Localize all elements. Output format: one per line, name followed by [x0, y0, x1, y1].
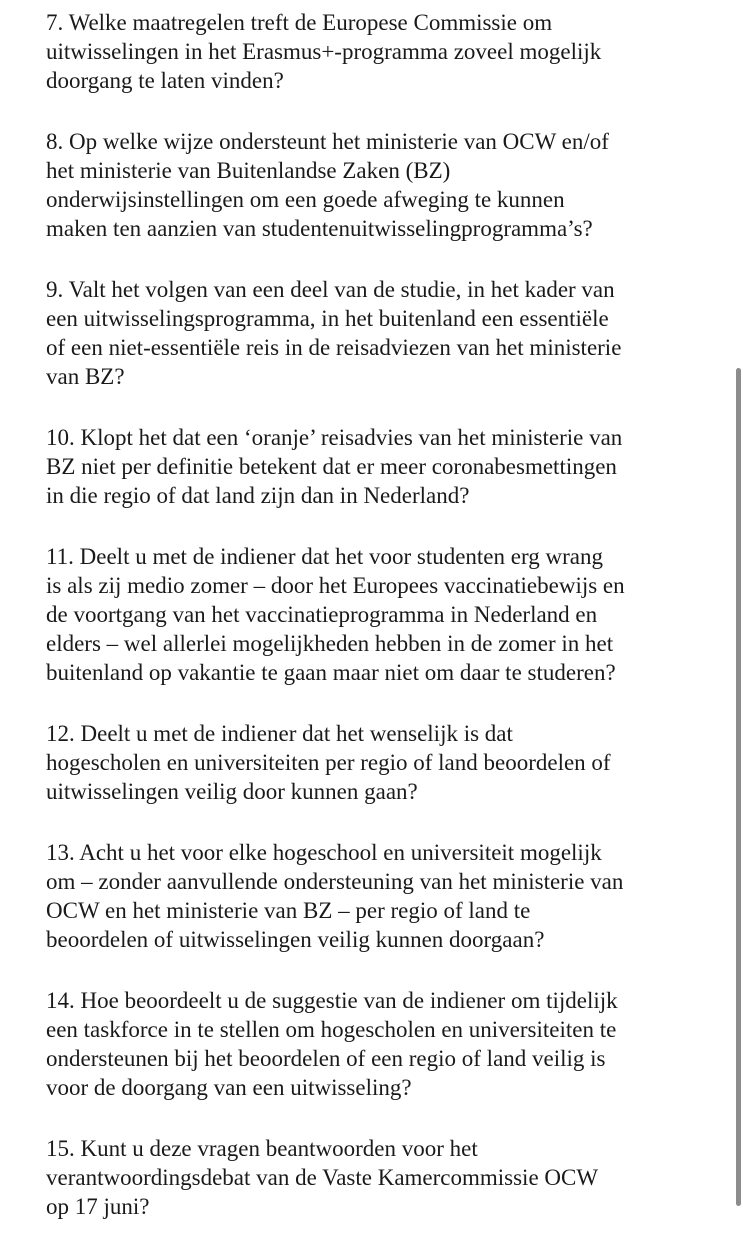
question-line: 15. Kunt u deze vragen beantwoorden voor het [46, 1136, 478, 1161]
question-13 [46, 838, 706, 954]
document-page [46, 8, 706, 1253]
question-line: een taskforce in te stellen om hogescholen en universiteiten te [46, 1017, 617, 1042]
question-line: van BZ? [46, 364, 125, 389]
question-line: beoordelen of uitwisselingen veilig kunnen doorgaan? [46, 927, 545, 952]
question-line: uitwisselingen in het Erasmus+-programma zoveel mogelijk [46, 39, 602, 64]
question-line: buitenland op vakantie te gaan maar niet om daar te studeren? [46, 660, 616, 685]
question-line: elders – wel allerlei mogelijkheden hebben in de zomer in het [46, 631, 614, 656]
question-line: ondersteunen bij het beoordelen of een regio of land veilig is [46, 1046, 606, 1071]
question-line: hogescholen en universiteiten per regio of land beoordelen of [46, 750, 611, 775]
question-8 [46, 127, 706, 243]
question-line: 8. Op welke wijze ondersteunt het ministerie van OCW en/of [46, 129, 609, 154]
question-line: doorgang te laten vinden? [46, 68, 284, 93]
vertical-scrollbar[interactable] [736, 368, 741, 1206]
question-line: voor de doorgang van een uitwisseling? [46, 1075, 412, 1100]
question-12 [46, 719, 706, 806]
question-15 [46, 1134, 706, 1221]
question-line: 11. Deelt u met de indiener dat het voor studenten erg wrang [46, 544, 603, 569]
question-line: onderwijsinstellingen om een goede afweging te kunnen [46, 187, 565, 212]
question-line: 7. Welke maatregelen treft de Europese Commissie om [46, 10, 553, 35]
question-line: of een niet-essentiële reis in de reisadviezen van het ministerie [46, 335, 622, 360]
question-line: het ministerie van Buitenlandse Zaken (BZ) [46, 158, 451, 183]
question-line: op 17 juni? [46, 1194, 150, 1219]
question-line: in die regio of dat land zijn dan in Nederland? [46, 483, 470, 508]
question-line: om – zonder aanvullende ondersteuning van het ministerie van [46, 869, 624, 894]
question-line: is als zij medio zomer – door het Europees vaccinatiebewijs en [46, 573, 625, 598]
question-line: 14. Hoe beoordeelt u de suggestie van de indiener om tijdelijk [46, 988, 618, 1013]
question-line: uitwisselingen veilig door kunnen gaan? [46, 779, 418, 804]
question-11 [46, 542, 706, 687]
question-line: een uitwisselingsprogramma, in het buitenland een essentiële [46, 306, 609, 331]
question-line: de voortgang van het vaccinatieprogramma in Nederland en [46, 602, 598, 627]
question-line: verantwoordingsdebat van de Vaste Kamercommissie OCW [46, 1165, 599, 1190]
question-9 [46, 275, 706, 391]
question-line: BZ niet per definitie betekent dat er meer coronabesmettingen [46, 454, 617, 479]
question-10 [46, 423, 706, 510]
question-14 [46, 986, 706, 1102]
question-line: 13. Acht u het voor elke hogeschool en universiteit mogelijk [46, 840, 602, 865]
question-7 [46, 8, 706, 95]
question-line: OCW en het ministerie van BZ – per regio of land te [46, 898, 531, 923]
question-line: 10. Klopt het dat een ‘oranje’ reisadvies van het ministerie van [46, 425, 623, 450]
question-line: 12. Deelt u met de indiener dat het wenselijk is dat [46, 721, 513, 746]
question-line: maken ten aanzien van studentenuitwisselingprogramma’s? [46, 216, 593, 241]
question-line: 9. Valt het volgen van een deel van de studie, in het kader van [46, 277, 615, 302]
